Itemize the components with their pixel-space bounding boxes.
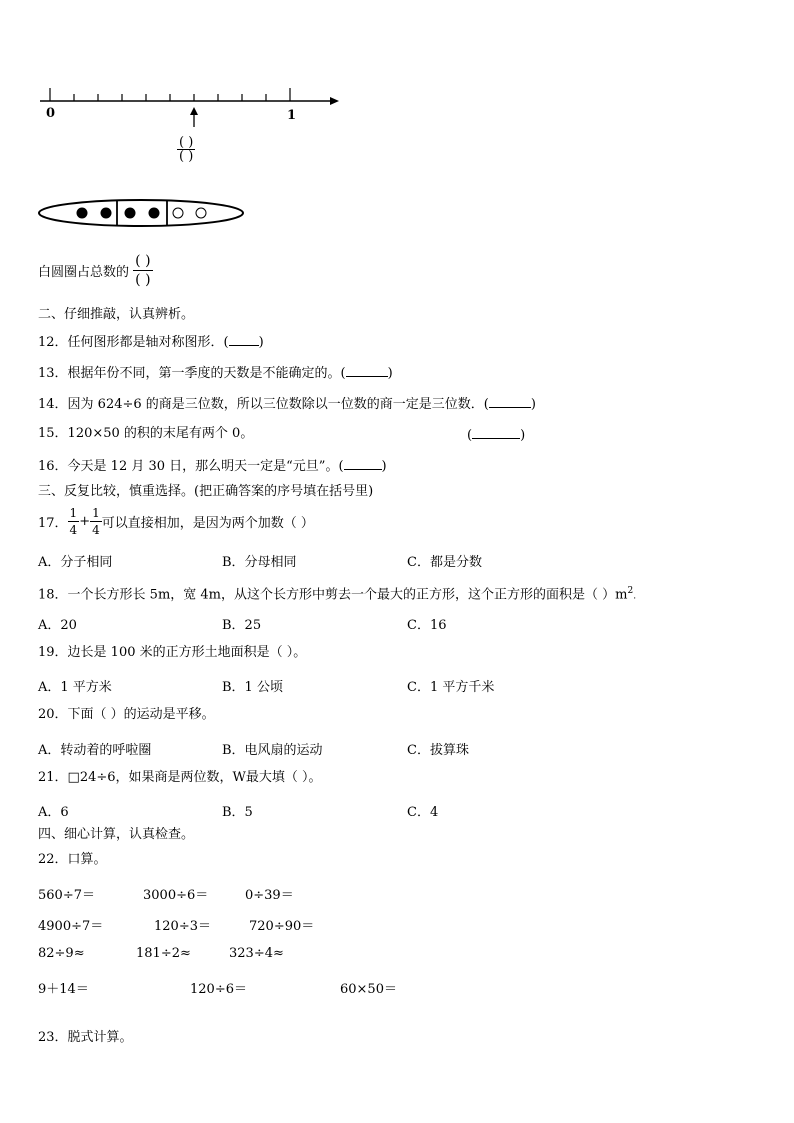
answer-blank[interactable] [472, 426, 520, 439]
calc-item: 120÷6＝ [190, 982, 247, 997]
question-17 [38, 505, 314, 538]
fraction-denominator: 4 [69, 523, 78, 537]
question-text: 14．因为 624÷6 的商是三位数，所以三位数除以一位数的商一定是三位数．( [38, 397, 489, 412]
dots-caption-row [38, 252, 153, 289]
fraction-one-quarter [68, 505, 80, 538]
option-c[interactable]: C．4 [407, 805, 439, 820]
calc-item: 560÷7＝ [38, 888, 95, 903]
option-a[interactable]: A．转动着的呼啦圈 [38, 743, 152, 758]
question-number: 17． [38, 516, 68, 531]
calc-item: 60×50＝ [340, 982, 397, 997]
calc-item: 9＋14＝ [38, 982, 89, 997]
option-a[interactable]: A．20 [38, 618, 77, 633]
fraction-numerator: 1 [69, 506, 78, 520]
paren-close: ) [387, 366, 393, 381]
dots-ellipse [36, 196, 248, 230]
option-c[interactable]: C．都是分数 [407, 555, 482, 570]
question-18 [38, 583, 636, 604]
answer-blank[interactable] [489, 395, 531, 408]
calc-item: 82÷9≈ [38, 946, 85, 961]
question-text: 18．一个长方形长 5m，宽 4m，从这个长方形中剪去一个最大的正方形，这个正方形的面积是（ ）m [38, 587, 628, 603]
calc-item: 720÷90＝ [249, 919, 315, 934]
fraction-one-quarter [90, 505, 102, 538]
period: . [633, 591, 637, 602]
answer-blank[interactable] [346, 364, 388, 377]
number-line-answer-fraction [177, 136, 195, 163]
calc-item: 3000÷6＝ [143, 888, 209, 903]
option-a[interactable]: A．6 [38, 805, 69, 820]
option-a[interactable]: A．分子相同 [38, 555, 113, 570]
option-b[interactable]: B．5 [222, 805, 253, 820]
question-23-title: 23．脱式计算。 [38, 1030, 133, 1045]
fraction-numerator[interactable]: ( ) [135, 253, 151, 269]
section-title: 三、反复比较，慎重选择。(把正确答案的序号填在括号里) [38, 484, 374, 499]
question-16 [38, 457, 387, 475]
option-b[interactable]: B．分母相同 [222, 555, 297, 570]
option-c[interactable]: C．1 平方千米 [407, 680, 495, 695]
option-a[interactable]: A．1 平方米 [38, 680, 112, 695]
question-15-answer [467, 426, 525, 443]
question-text: 可以直接相加，是因为两个加数（ ） [101, 516, 314, 531]
number-line-zero: 0 [46, 106, 56, 120]
question-21: 21．□24÷6，如果商是两位数，W最大填（ ）。 [38, 770, 322, 785]
option-c[interactable]: C．拔算珠 [407, 743, 469, 758]
up-arrow-icon [187, 106, 201, 128]
question-14 [38, 395, 536, 413]
question-15 [38, 426, 253, 442]
dots-caption: 白圆圈占总数的 [38, 265, 130, 280]
option-c[interactable]: C．16 [407, 618, 447, 633]
paren-close: ) [381, 459, 387, 474]
dots-answer-fraction [133, 252, 152, 289]
fraction-numerator[interactable]: ( ) [179, 135, 194, 150]
question-20: 20．下面（ ）的运动是平移。 [38, 707, 215, 722]
question-19: 19．边长是 100 米的正方形土地面积是（ ）。 [38, 645, 307, 660]
calc-item: 323÷4≈ [229, 946, 284, 961]
paren-close: ) [258, 335, 264, 350]
answer-blank[interactable] [229, 333, 259, 346]
question-text: 15．120×50 的积的末尾有两个 0。 [38, 426, 254, 441]
option-b[interactable]: B．25 [222, 618, 262, 633]
option-b[interactable]: B．电风扇的运动 [222, 743, 323, 758]
question-text: 16．今天是 12 月 30 日，那么明天一定是“元旦”。( [38, 459, 344, 474]
calc-item: 4900÷7＝ [38, 919, 104, 934]
paren-close: ) [530, 397, 536, 412]
plus-sign: + [79, 514, 91, 529]
answer-blank[interactable] [344, 457, 382, 470]
question-22-title: 22．口算。 [38, 852, 107, 867]
paren-open: ( [467, 428, 473, 443]
paren-close: ) [520, 428, 526, 443]
question-13 [38, 364, 393, 382]
option-b[interactable]: B．1 公顷 [222, 680, 283, 695]
fraction-denominator: 4 [92, 523, 100, 537]
superscript: 2 [627, 586, 634, 596]
question-12 [38, 333, 264, 351]
section-title: 四、细心计算，认真检查。 [38, 827, 195, 842]
section-title: 二、仔细推敲，认真辨析。 [38, 307, 195, 322]
fraction-denominator[interactable]: ( ) [179, 149, 194, 164]
fraction-denominator[interactable]: ( ) [135, 272, 151, 288]
question-text: 12．任何图形都是轴对称图形．( [38, 335, 229, 350]
calc-item: 181÷2≈ [136, 946, 191, 961]
question-text: 13．根据年份不同，第一季度的天数是不能确定的。( [38, 366, 346, 381]
fraction-numerator: 1 [92, 506, 100, 520]
calc-item: 120÷3＝ [154, 919, 211, 934]
calc-item: 0÷39＝ [245, 888, 294, 903]
number-line-one: 1 [287, 108, 297, 120]
